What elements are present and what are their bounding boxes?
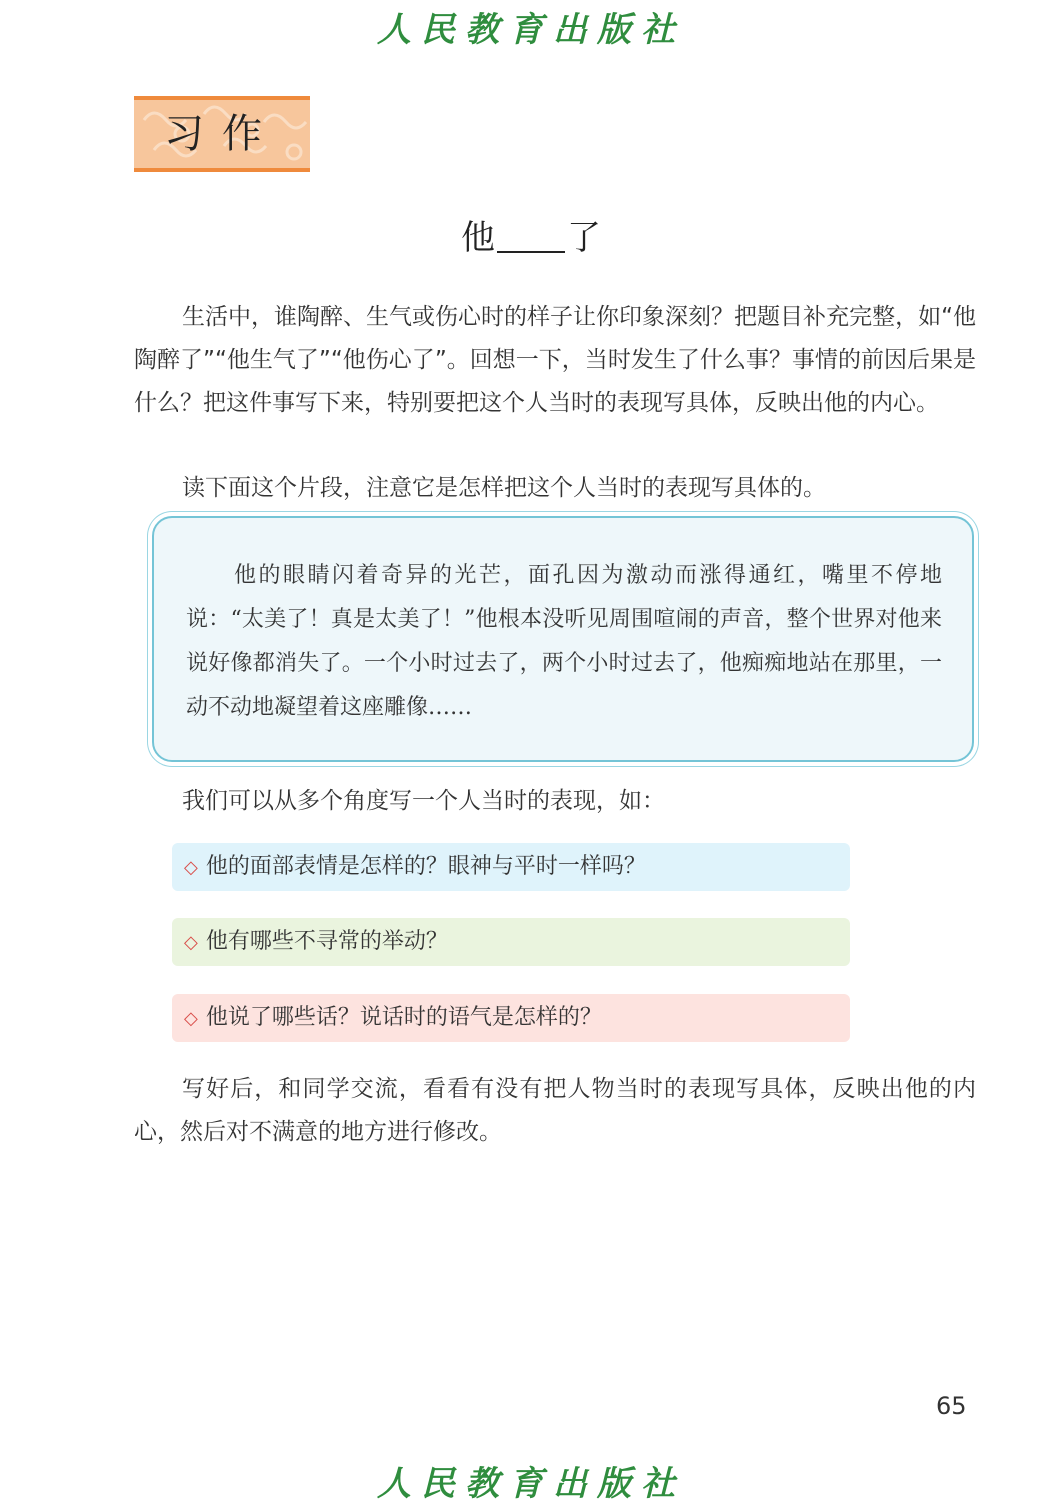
title-blank bbox=[497, 217, 565, 253]
publisher-watermark-bottom: 人民教育出版社 bbox=[377, 1464, 685, 1504]
section-badge bbox=[134, 96, 310, 172]
hint-item bbox=[172, 918, 850, 966]
page-number: 65 bbox=[936, 1392, 967, 1420]
composition-title bbox=[0, 210, 1062, 259]
hint-item bbox=[172, 994, 850, 1042]
excerpt-box bbox=[152, 516, 974, 762]
hint-text: 他有哪些不寻常的举动？ bbox=[205, 929, 448, 954]
angles-lead: 我们可以从多个角度写一个人当时的表现，如： bbox=[182, 788, 665, 814]
publisher-watermark-top: 人民教育出版社 bbox=[377, 10, 685, 50]
diamond-icon: ◇ bbox=[184, 1008, 198, 1029]
intro-paragraph-2: 读下面这个片段，注意它是怎样把这个人当时的表现写具体的。 bbox=[182, 475, 826, 501]
intro-paragraph-1: 生活中，谁陶醉、生气或伤心时的样子让你印象深刻？把题目补充完整，如“他陶醉了”“他生气了”“他伤心了”。回想一下，当时发生了什么事？事情的前因后果是什么？把这件事写下来，特别要把这个人当时的表现写具体，反映出他的内心。 bbox=[134, 304, 976, 416]
hint-text: 他说了哪些话？说话时的语气是怎样的？ bbox=[205, 1005, 602, 1030]
diamond-icon: ◇ bbox=[184, 857, 198, 878]
diamond-icon: ◇ bbox=[184, 932, 198, 953]
title-after: 了 bbox=[567, 218, 601, 258]
excerpt-text: 他的眼睛闪着奇异的光芒，面孔因为激动而涨得通红，嘴里不停地说：“太美了！真是太美了！”他根本没听见周围喧闹的声音，整个世界对他来说好像都消失了。一个小时过去了，两个小时过去了，他痴痴地站在那里，一动不动地凝望着这座雕像…… bbox=[186, 563, 942, 720]
hint-item bbox=[172, 843, 850, 891]
hint-text: 他的面部表情是怎样的？眼神与平时一样吗？ bbox=[205, 854, 646, 879]
title-before: 他 bbox=[461, 218, 495, 258]
section-label: 习作 bbox=[164, 111, 280, 157]
closing-paragraph: 写好后，和同学交流，看看有没有把人物当时的表现写具体，反映出他的内心，然后对不满意的地方进行修改。 bbox=[134, 1076, 976, 1145]
